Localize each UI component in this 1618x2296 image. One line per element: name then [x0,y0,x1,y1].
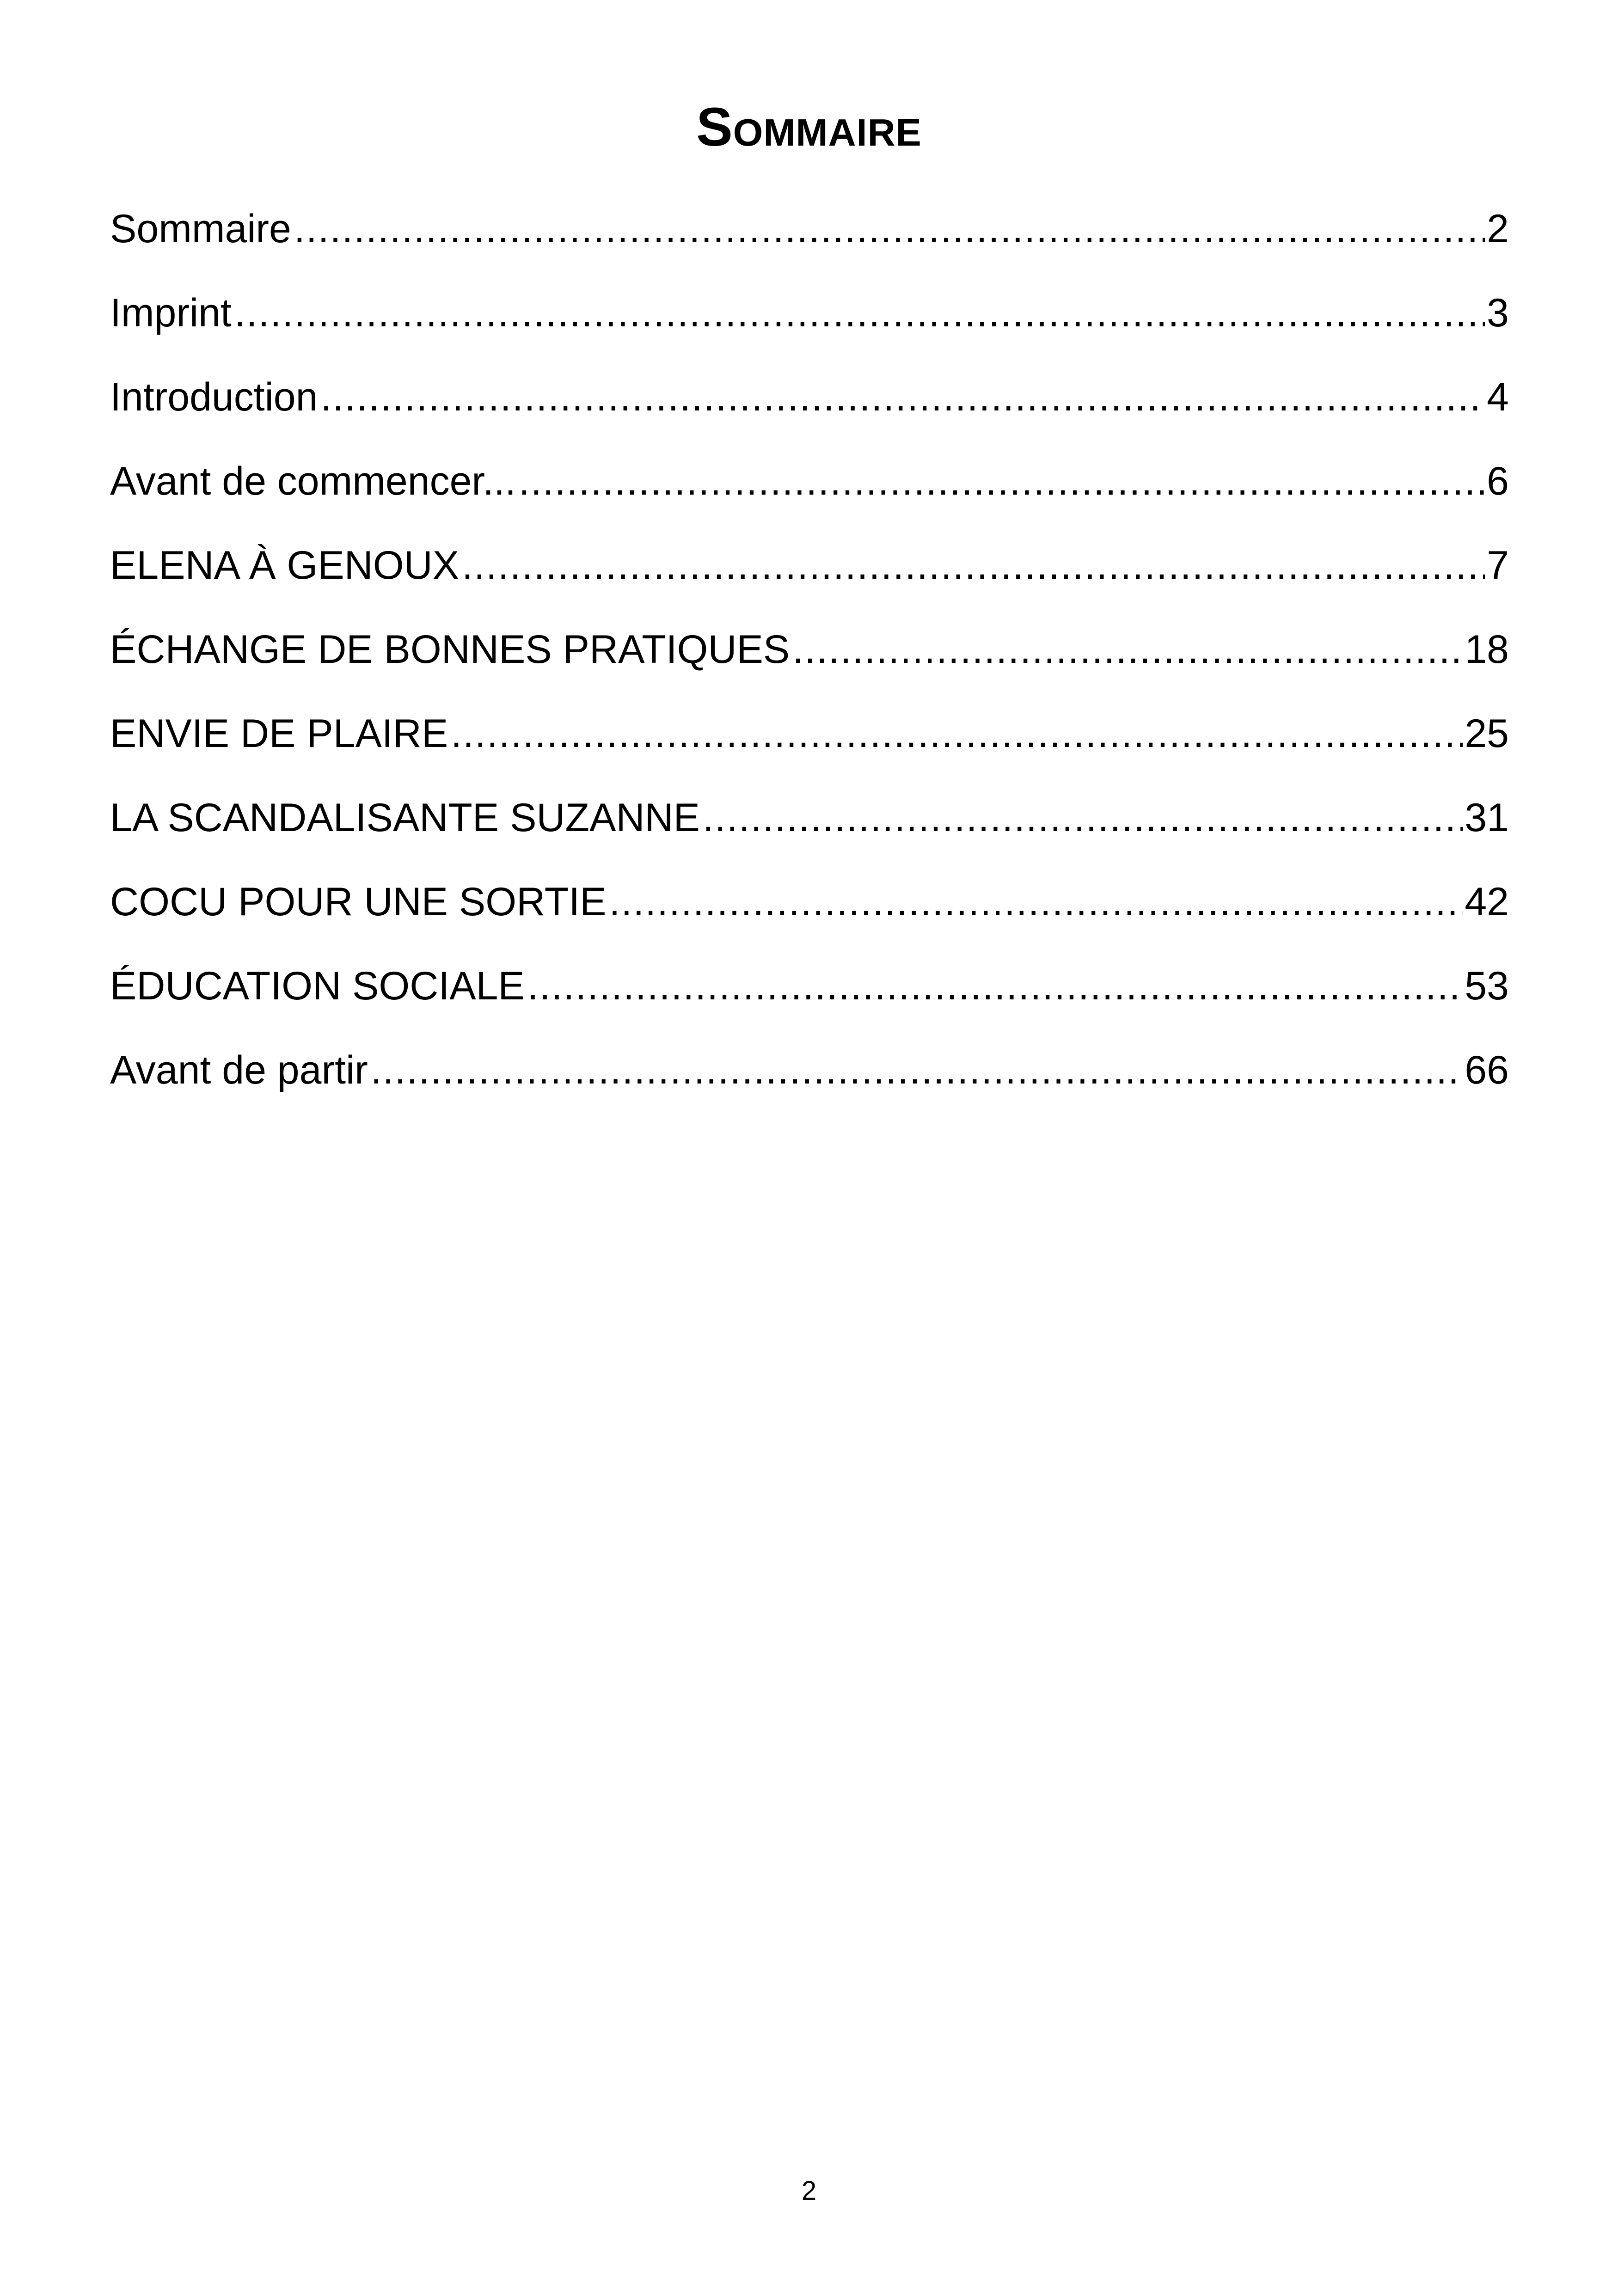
table-of-contents [110,194,1509,1120]
page-title: Sommaire [696,97,922,158]
toc-entry-page: 2 [1487,207,1509,251]
toc-dot-leader [609,867,1463,937]
toc-dot-leader [703,783,1463,852]
toc-entry-echange-de-bonnes-pratiques[interactable] [110,615,1509,699]
toc-entry-page: 66 [1465,1048,1509,1092]
toc-dot-leader [294,194,1485,263]
toc-entry-page: 42 [1465,880,1509,924]
toc-entry-label: ÉDUCATION SOCIALE [110,964,525,1008]
toc-entry-page: 3 [1487,291,1509,335]
toc-dot-leader [462,531,1485,600]
toc-entry-page: 6 [1487,459,1509,503]
toc-entry-page: 25 [1465,711,1509,756]
toc-dot-leader [371,1035,1463,1105]
toc-entry-avant-de-commencer[interactable] [110,447,1509,531]
toc-entry-page: 4 [1487,375,1509,419]
toc-entry-label: COCU POUR UNE SORTIE [110,880,607,924]
toc-dot-leader [519,447,1485,516]
toc-entry-label: Introduction [110,375,318,419]
toc-entry-label: LA SCANDALISANTE SUZANNE [110,796,700,840]
toc-entry-label: ÉCHANGE DE BONNES PRATIQUES [110,627,790,672]
toc-entry-avant-de-partir[interactable] [110,1035,1509,1120]
page-number: 2 [801,2176,817,2206]
toc-entry-la-scandalisante-suzanne[interactable] [110,783,1509,867]
toc-entry-label: Sommaire [110,207,291,251]
toc-entry-introduction[interactable] [110,362,1509,447]
toc-dot-leader [234,278,1485,348]
toc-entry-cocu-pour-une-sortie[interactable] [110,867,1509,951]
toc-entry-imprint[interactable] [110,278,1509,362]
toc-dot-leader [451,699,1463,768]
toc-entry-page: 7 [1487,543,1509,588]
toc-entry-page: 31 [1465,796,1509,840]
toc-entry-elena-a-genoux[interactable] [110,531,1509,615]
toc-entry-label: Imprint [110,291,232,335]
toc-entry-label: ENVIE DE PLAIRE [110,711,448,756]
toc-entry-sommaire[interactable] [110,194,1509,278]
toc-entry-page: 18 [1465,627,1509,672]
toc-dot-leader [792,615,1463,684]
toc-dot-leader [527,951,1463,1021]
toc-entry-envie-de-plaire[interactable] [110,699,1509,783]
toc-entry-label: ELENA À GENOUX [110,543,460,588]
toc-entry-page: 53 [1465,964,1509,1008]
toc-entry-label: Avant de partir [110,1048,368,1092]
toc-dot-leader [320,362,1485,432]
toc-entry-education-sociale[interactable] [110,951,1509,1035]
toc-entry-label: Avant de commencer... [110,459,516,503]
